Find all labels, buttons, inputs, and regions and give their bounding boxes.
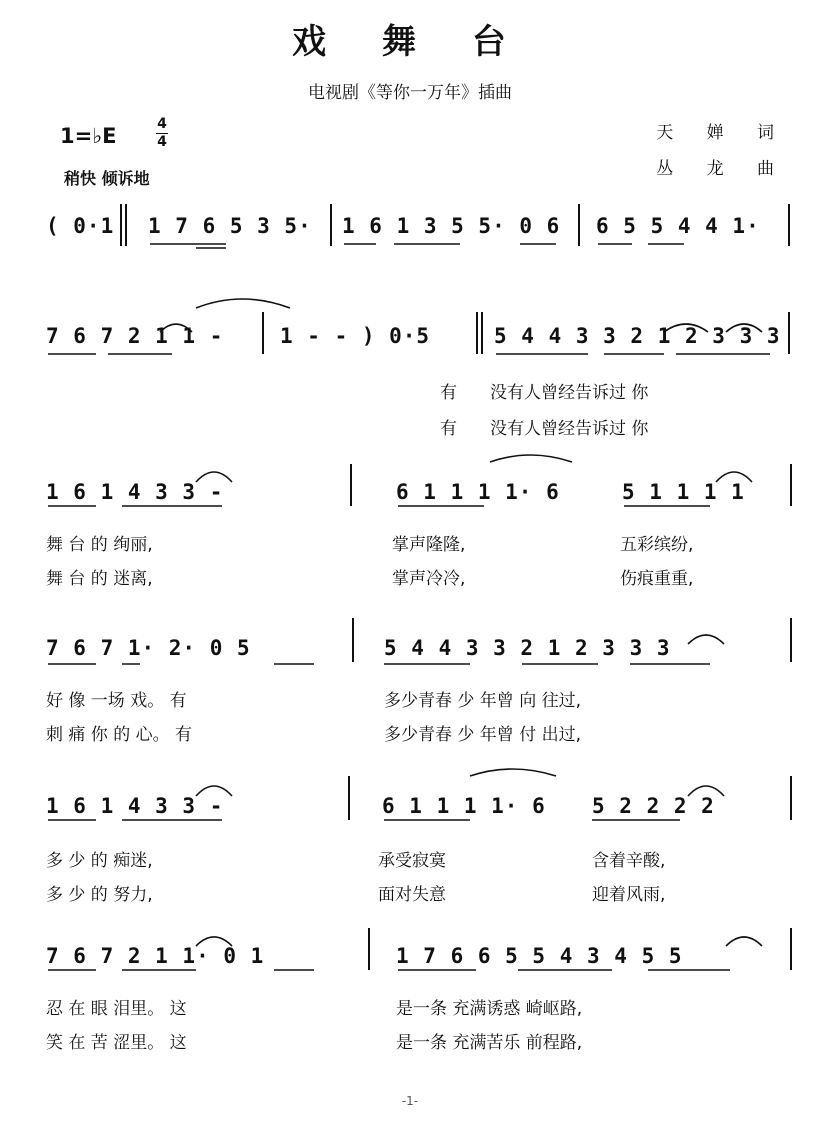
- lyric-v1: 多 少 的 痴迷,: [46, 851, 153, 871]
- row1-measure-1: 1 7 6 5 3 5·: [148, 214, 312, 238]
- lyric-v2: 多 少 的 努力,: [46, 885, 153, 905]
- lyric-v2: 笑 在 苦 涩里。 这: [46, 1033, 187, 1053]
- row3-measure-1: 1 6 1 4 3 3 -: [46, 480, 224, 504]
- lyric-v1: 掌声隆隆,: [392, 535, 466, 555]
- row5-measure-3: 5 2 2 2 2: [592, 794, 715, 818]
- lyric-v2-line: 没有人曾经告诉过 你: [490, 419, 649, 439]
- lyric-v2: 面对失意: [378, 885, 446, 905]
- song-subtitle: 电视剧《等你一万年》插曲: [308, 83, 512, 103]
- key-signature: 1=♭E: [60, 124, 117, 148]
- row1-measure-intro: ( 0·1: [46, 214, 115, 238]
- lyric-v1: 是一条 充满诱惑 崎岖路,: [396, 999, 583, 1019]
- lyric-v2: 迎着风雨,: [592, 885, 666, 905]
- row4-measure-1: 7 6 7 1· 2· 0 5: [46, 636, 251, 660]
- row6-measure-2: 1 7 6 6 5 5 4 3 4 5 5: [396, 944, 683, 968]
- row4-measure-2: 5 4 4 3 3 2 1 2 3 3 3: [384, 636, 671, 660]
- lyric-v1: 五彩缤纷,: [620, 535, 694, 555]
- lyric-v2: 是一条 充满苦乐 前程路,: [396, 1033, 583, 1053]
- lyric-v2: 掌声冷冷,: [392, 569, 466, 589]
- row5-measure-1: 1 6 1 4 3 3 -: [46, 794, 224, 818]
- lyric-v1: 多少青春 少 年曾 向 往过,: [384, 691, 582, 711]
- lyric-v1-pickup: 有: [440, 383, 457, 403]
- lyric-v2-pickup: 有: [440, 419, 457, 439]
- tempo-marking: 稍快 倾诉地: [64, 169, 150, 188]
- meter-top: 4: [157, 116, 167, 132]
- lyric-v2: 舞 台 的 迷离,: [46, 569, 153, 589]
- composer-credit: 丛 龙 曲: [656, 159, 788, 179]
- lyric-v1: 舞 台 的 绚丽,: [46, 535, 153, 555]
- row1-measure-3: 6 5 5 4 4 1·: [596, 214, 760, 238]
- lyric-v2: 多少青春 少 年曾 付 出过,: [384, 725, 582, 745]
- lyric-v2: 伤痕重重,: [620, 569, 694, 589]
- row1-measure-2: 1 6 1 3 5 5· 0 6: [342, 214, 561, 238]
- row5-measure-2: 6 1 1 1 1· 6: [382, 794, 546, 818]
- page-number: -1-: [401, 1094, 419, 1108]
- row3-measure-3: 5 1 1 1 1: [622, 480, 745, 504]
- lyric-v1-line: 没有人曾经告诉过 你: [490, 383, 649, 403]
- lyric-v1: 好 像 一场 戏。 有: [46, 691, 187, 711]
- row2-measure-3: 5 4 4 3 3 2 1 2 3 3 3: [494, 324, 781, 348]
- lyric-v1: 忍 在 眼 泪里。 这: [46, 999, 187, 1019]
- lyric-v2: 刺 痛 你 的 心。 有: [46, 725, 193, 745]
- lyricist-credit: 天 婵 词: [656, 123, 788, 143]
- song-title: 戏 舞 台: [292, 22, 528, 62]
- lyric-v1: 含着辛酸,: [592, 851, 666, 871]
- lyric-v1: 承受寂寞: [378, 851, 446, 871]
- row3-measure-2: 6 1 1 1 1· 6: [396, 480, 560, 504]
- meter-bottom: 4: [157, 134, 167, 150]
- row6-measure-1: 7 6 7 2 1 1· 0 1: [46, 944, 265, 968]
- row2-measure-2: 1 - - ) 0·5: [280, 324, 431, 348]
- row2-measure-1: 7 6 7 2 1 1 -: [46, 324, 224, 348]
